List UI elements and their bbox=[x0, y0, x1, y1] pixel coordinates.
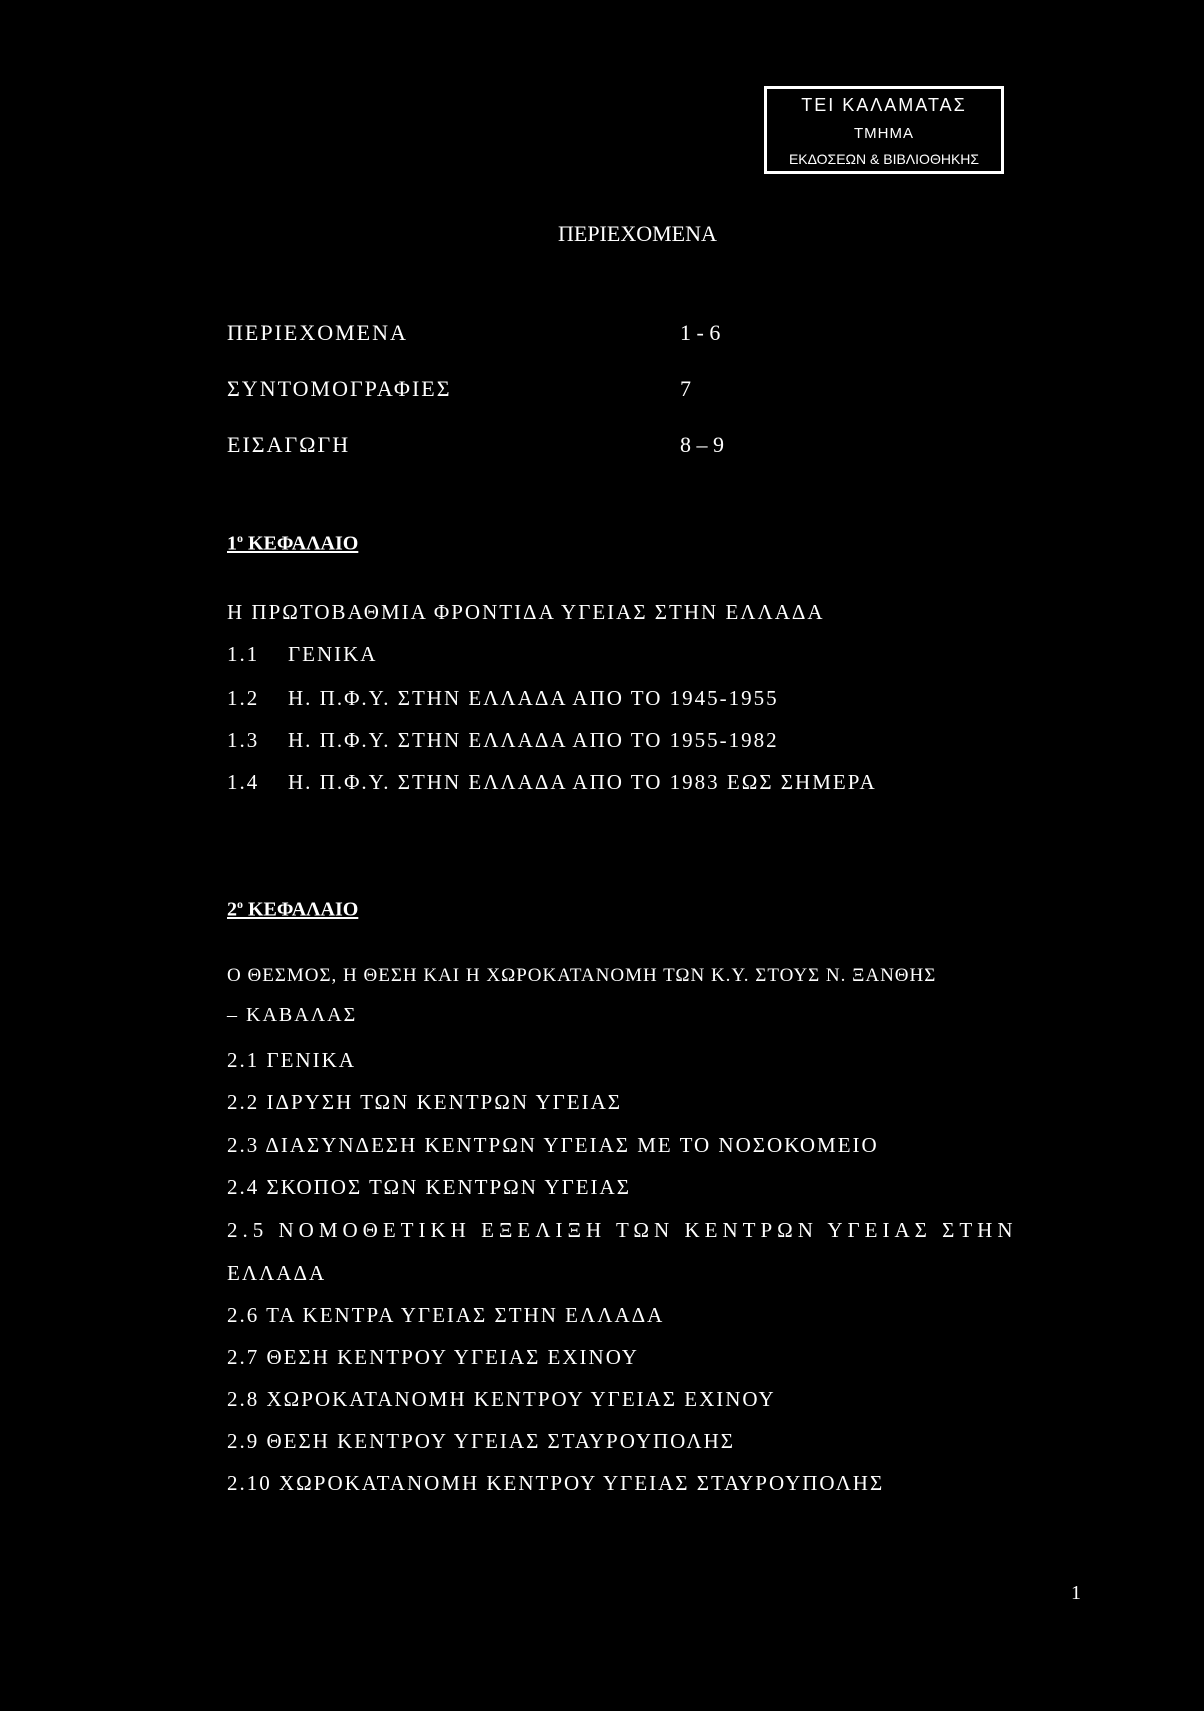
section-item: 2.10 ΧΩΡΟΚΑΤΑΝΟΜΗ ΚΕΝΤΡΟΥ ΥΓΕΙΑΣ ΣΤΑΥΡΟΥΠΟΛΗΣ bbox=[227, 1471, 885, 1495]
section-item: 2.8 ΧΩΡΟΚΑΤΑΝΟΜΗ ΚΕΝΤΡΟΥ ΥΓΕΙΑΣ ΕΧΙΝΟΥ bbox=[227, 1387, 776, 1411]
summary-label-abbreviations: ΣΥΝΤΟΜΟΓΡΑΦΙΕΣ bbox=[227, 376, 452, 401]
section-title: Η. Π.Φ.Υ. ΣΤΗΝ ΕΛΛΑΔΑ ΑΠΟ ΤΟ 1983 ΕΩΣ ΣΗΜΕΡΑ bbox=[288, 770, 877, 794]
section-number: 1.4 bbox=[227, 770, 260, 794]
stamp-line-2: ΤΜΗΜΑ bbox=[854, 125, 914, 142]
chapter-2-ordinal: ο bbox=[237, 897, 243, 911]
section-number: 1.2 bbox=[227, 686, 260, 710]
section-item: 2.1 ΓΕΝΙΚΑ bbox=[227, 1048, 356, 1072]
section-item-continuation: ΕΛΛΑΔΑ bbox=[227, 1261, 327, 1285]
section-item: 2.4 ΣΚΟΠΟΣ ΤΩΝ ΚΕΝΤΡΩΝ ΥΓΕΙΑΣ bbox=[227, 1175, 631, 1199]
chapter-2-heading-text: ΚΕΦΑΛΑΙΟ bbox=[243, 898, 359, 921]
chapter-2-heading bbox=[227, 897, 358, 922]
chapter-2-number: 2 bbox=[227, 898, 237, 921]
stamp-line-1: ΤΕΙ ΚΑΛΑΜΑΤΑΣ bbox=[801, 95, 967, 115]
library-stamp bbox=[764, 86, 1004, 174]
chapter-2-title-line-1: Ο ΘΕΣΜΟΣ, Η ΘΕΣΗ ΚΑΙ Η ΧΩΡΟΚΑΤΑΝΟΜΗ ΤΩΝ Κ.Υ. ΣΤΟΥΣ Ν. ΞΑΝΘΗΣ bbox=[227, 965, 937, 986]
chapter-1-heading bbox=[227, 531, 358, 556]
chapter-1-ordinal: ο bbox=[237, 531, 243, 545]
section-item: 2.2 ΙΔΡΥΣΗ ΤΩΝ ΚΕΝΤΡΩΝ ΥΓΕΙΑΣ bbox=[227, 1090, 622, 1114]
stamp-line-3: ΕΚΔΟΣΕΩΝ & ΒΙΒΛΙΟΘΗΚΗΣ bbox=[788, 151, 980, 167]
summary-pages-contents: 1 - 6 bbox=[680, 320, 721, 345]
summary-label-contents: ΠΕΡΙΕΧΟΜΕΝΑ bbox=[227, 320, 408, 345]
section-title: ΓΕΝΙΚΑ bbox=[288, 642, 378, 666]
chapter-1-number: 1 bbox=[227, 532, 237, 555]
chapter-2-title-line-2: – ΚΑΒΑΛΑΣ bbox=[227, 1004, 358, 1026]
section-item: 2.5 ΝΟΜΟΘΕΤΙΚΗ ΕΞΕΛΙΞΗ ΤΩΝ ΚΕΝΤΡΩΝ ΥΓΕΙΑΣ ΣΤΗΝ bbox=[227, 1218, 1018, 1242]
summary-label-introduction: ΕΙΣΑΓΩΓΗ bbox=[227, 432, 351, 457]
section-item: 2.9 ΘΕΣΗ ΚΕΝΤΡΟΥ ΥΓΕΙΑΣ ΣΤΑΥΡΟΥΠΟΛΗΣ bbox=[227, 1429, 735, 1453]
section-number: 1.1 bbox=[227, 642, 260, 666]
section-title: Η. Π.Φ.Υ. ΣΤΗΝ ΕΛΛΑΔΑ ΑΠΟ ΤΟ 1955-1982 bbox=[288, 728, 779, 752]
chapter-1-heading-text: ΚΕΦΑΛΑΙΟ bbox=[243, 532, 359, 555]
page-title: ΠΕΡΙΕΧΟΜΕΝΑ bbox=[558, 221, 717, 246]
section-item: 2.3 ΔΙΑΣΥΝΔΕΣΗ ΚΕΝΤΡΩΝ ΥΓΕΙΑΣ ΜΕ ΤΟ ΝΟΣΟΚΟΜΕΙΟ bbox=[227, 1133, 879, 1157]
chapter-1-title: Η ΠΡΩΤΟΒΑΘΜΙΑ ΦΡΟΝΤΙΔΑ ΥΓΕΙΑΣ ΣΤΗΝ ΕΛΛΑΔΑ bbox=[227, 600, 825, 624]
summary-pages-introduction: 8 – 9 bbox=[680, 432, 724, 457]
section-item: 2.6 ΤΑ ΚΕΝΤΡΑ ΥΓΕΙΑΣ ΣΤΗΝ ΕΛΛΑΔΑ bbox=[227, 1303, 665, 1327]
page-number: 1 bbox=[1071, 1582, 1081, 1604]
section-title: Η. Π.Φ.Υ. ΣΤΗΝ ΕΛΛΑΔΑ ΑΠΟ ΤΟ 1945-1955 bbox=[288, 686, 779, 710]
summary-pages-abbreviations: 7 bbox=[680, 376, 691, 401]
section-number: 1.3 bbox=[227, 728, 260, 752]
section-item: 2.7 ΘΕΣΗ ΚΕΝΤΡΟΥ ΥΓΕΙΑΣ ΕΧΙΝΟΥ bbox=[227, 1345, 639, 1369]
